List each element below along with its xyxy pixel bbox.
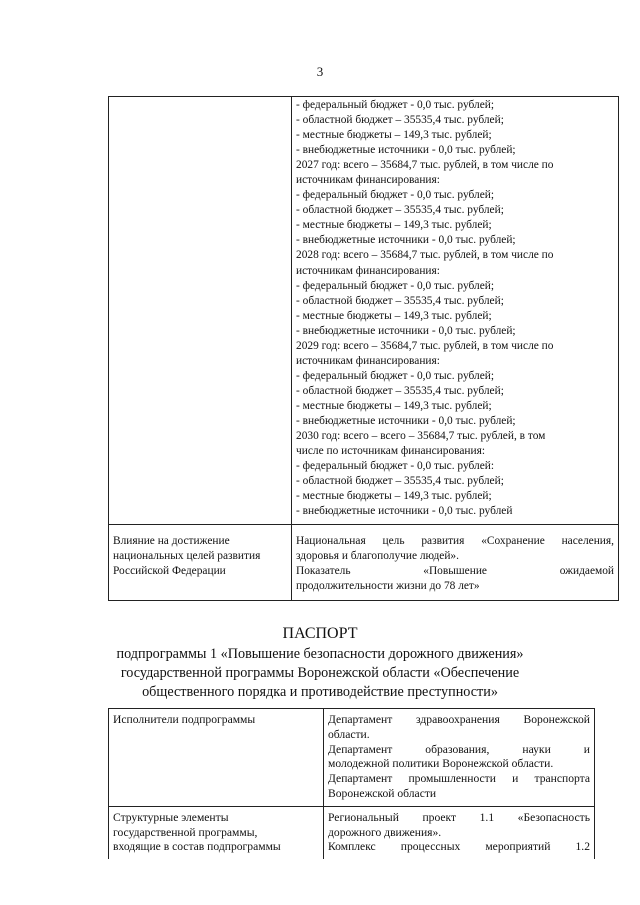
funding-line: источникам финансирования: [296,174,440,187]
funding-table [108,96,619,601]
funding-row [109,97,619,525]
executors-value-line: Воронежской области [328,786,437,800]
structure-value-cell [324,806,595,859]
funding-line: - областной бюджет – 35535,4 тыс. рублей; [296,384,504,397]
subprogram-table [108,708,595,859]
executors-value-line: Департамент образования, науки и [328,742,590,756]
funding-line: числе по источникам финансирования: [296,445,486,458]
funding-line: - областной бюджет – 35535,4 тыс. рублей; [296,114,504,127]
funding-line: - внебюджетные источники - 0,0 тыс. рублей; [296,324,516,337]
structure-row [109,806,595,859]
funding-line: - местные бюджеты – 149,3 тыс. рублей; [296,129,492,142]
page-number: 3 [316,64,324,79]
executors-value-line: Департамент промышленности и транспорта [328,772,590,786]
structure-label-cell [109,806,324,859]
funding-line: 2030 год: всего – всего – 35684,7 тыс. рублей, в том [296,430,546,443]
impact-label-line: национальных целей развития [113,550,261,563]
funding-line: 2029 год: всего – 35684,7 тыс. рублей, в том числе по [296,339,554,352]
funding-line: - областной бюджет – 35535,4 тыс. рублей; [296,294,504,307]
impact-label-line: Российской Федерации [113,565,226,578]
structure-label-line: государственной программы, [113,825,258,839]
impact-value-line: Показатель «Повышение ожидаемой [296,565,614,578]
passport-title: ПАСПОРТ [282,625,358,642]
passport-subtitle-line: государственной программы Воронежской области «Обеспечение [120,665,520,681]
funding-label-cell [109,97,292,525]
executors-label-cell [109,709,324,807]
passport-subtitle [0,645,640,702]
funding-value-cell [292,97,619,525]
structure-value-line: Региональный проект 1.1 «Безопасность [328,810,590,824]
funding-line: - внебюджетные источники - 0,0 тыс. рублей; [296,144,516,157]
funding-line: - местные бюджеты – 149,3 тыс. рублей; [296,490,492,503]
executors-value-line: Департамент здравоохранения Воронежской [328,713,590,726]
impact-value-line: здоровья и благополучие людей». [296,550,459,563]
impact-label-line: Влияние на достижение [113,535,230,547]
funding-line: - областной бюджет – 35535,4 тыс. рублей; [296,475,504,488]
funding-line: - внебюджетные источники - 0,0 тыс. рублей [296,505,513,518]
funding-line: - федеральный бюджет - 0,0 тыс. рублей; [296,369,495,382]
impact-label-cell [109,525,292,601]
executors-label: Исполнители подпрограммы [113,713,256,726]
impact-row [109,525,619,601]
funding-line: - областной бюджет – 35535,4 тыс. рублей; [296,204,504,217]
funding-line: - федеральный бюджет - 0,0 тыс. рублей: [296,460,495,473]
executors-value-line: области. [328,727,370,741]
funding-line: - внебюджетные источники - 0,0 тыс. рублей; [296,414,516,427]
funding-line: - внебюджетные источники - 0,0 тыс. рублей; [296,234,516,247]
funding-line: - местные бюджеты – 149,3 тыс. рублей; [296,399,492,412]
structure-label-line: входящие в состав подпрограммы [113,840,281,854]
impact-value-line: продолжительности жизни до 78 лет» [296,580,480,593]
funding-line: источникам финансирования: [296,264,440,277]
executors-value-cell [324,709,595,807]
impact-value-line: Национальная цель развития «Сохранение населения, [296,535,614,547]
structure-value-line: Комплекс процессных мероприятий 1.2 [328,840,590,854]
structure-value-line: дорожного движения». [328,825,442,839]
executors-row [109,709,595,807]
funding-line: - федеральный бюджет - 0,0 тыс. рублей; [296,99,495,111]
funding-line: - федеральный бюджет - 0,0 тыс. рублей; [296,189,495,202]
funding-line: - местные бюджеты – 149,3 тыс. рублей; [296,309,492,322]
passport-subtitle-line: подпрограммы 1 «Повышение безопасности дорожного движения» [116,646,524,662]
executors-value-line: молодежной политики Воронежской области. [328,757,554,771]
funding-line: источникам финансирования: [296,354,440,367]
passport-subtitle-line: общественного порядка и противодействие преступности» [142,684,498,700]
structure-label-line: Структурные элементы [113,810,229,824]
impact-value-cell [292,525,619,601]
funding-line: - местные бюджеты – 149,3 тыс. рублей; [296,219,492,232]
funding-line: 2028 год: всего – 35684,7 тыс. рублей, в том числе по [296,249,554,262]
funding-line: - федеральный бюджет - 0,0 тыс. рублей; [296,279,495,292]
funding-line: 2027 год: всего – 35684,7 тыс. рублей, в том числе по [296,159,554,172]
